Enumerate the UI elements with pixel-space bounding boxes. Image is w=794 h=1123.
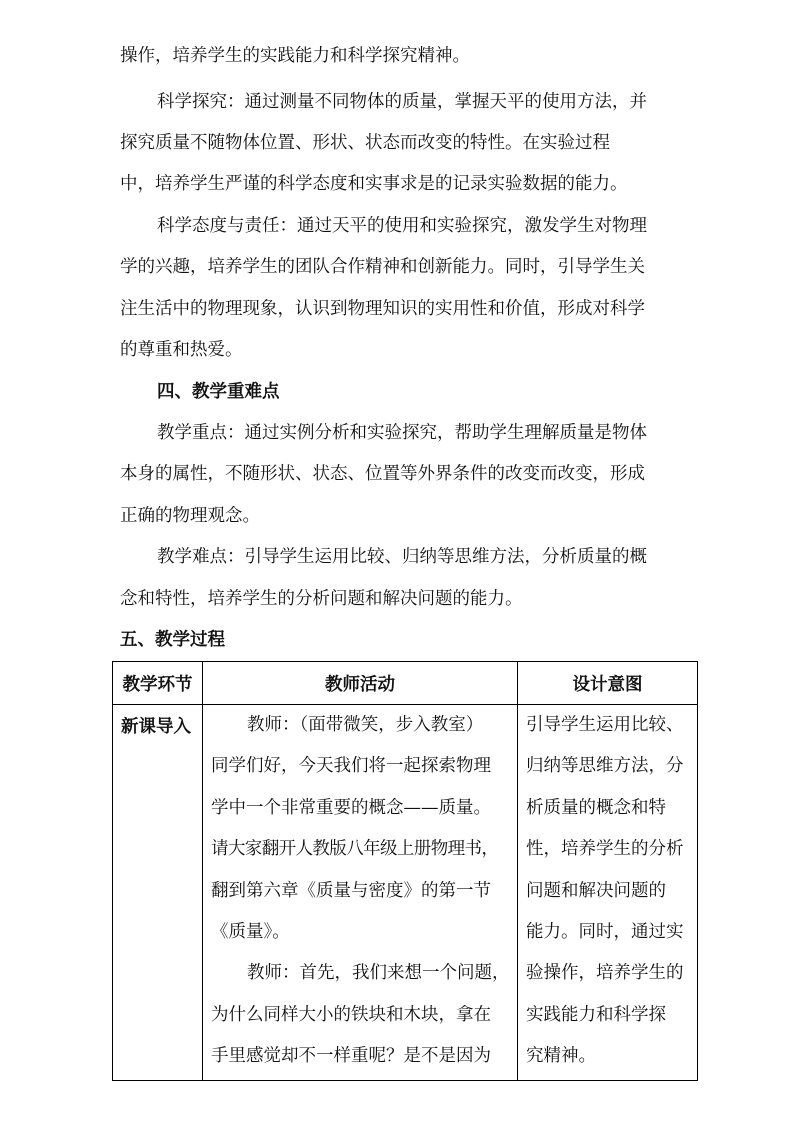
- paragraph-line: 操作，培养学生的实践能力和科学探究精神。: [120, 46, 470, 66]
- paragraph-line: 本身的属性，不随形状、状态、位置等外界条件的改变而改变，形成: [120, 464, 645, 484]
- activity-line: 手里感觉却不一样重呢？是不是因为: [211, 1046, 491, 1067]
- paragraph-line: 正确的物理观念。: [120, 506, 260, 526]
- intent-line: 究精神。: [526, 1046, 596, 1067]
- stage-cell: 新课导入: [113, 705, 203, 1081]
- section-heading: 四、教学重难点: [157, 382, 280, 402]
- table-header-row: [113, 662, 698, 705]
- intent-cell: [518, 705, 698, 1081]
- intent-line: 验操作，培养学生的: [526, 963, 684, 984]
- section-heading: 五、教学过程: [120, 630, 225, 650]
- activity-cell: [203, 705, 518, 1081]
- intent-line: 引导学生运用比较、: [526, 715, 684, 735]
- intent-line: 性，培养学生的分析: [526, 839, 684, 860]
- paragraph-line: 教学难点：引导学生运用比较、归纳等思维方法，分析质量的概: [157, 547, 647, 567]
- paragraph-line: 探究质量不随物体位置、形状、状态而改变的特性。在实验过程: [120, 133, 610, 153]
- paragraph-line: 科学探究：通过测量不同物体的质量，掌握天平的使用方法，并: [157, 92, 647, 112]
- activity-line: 同学们好，今天我们将一起探索物理: [211, 756, 491, 777]
- intent-line: 能力。同时，通过实: [526, 921, 684, 942]
- intent-line: 析质量的概念和特: [526, 797, 666, 818]
- table-row: [113, 705, 698, 1081]
- process-table: [112, 661, 698, 1081]
- paragraph-line: 中，培养学生严谨的科学态度和实事求是的记录实验数据的能力。: [120, 174, 628, 194]
- intent-line: 归纳等思维方法，分: [526, 756, 684, 777]
- paragraph-line: 的尊重和热爱。: [120, 340, 243, 360]
- activity-line: 学中一个非常重要的概念——质量。: [211, 797, 491, 818]
- table-header-activity: 教师活动: [203, 662, 518, 705]
- paragraph-line: 注生活中的物理现象，认识到物理知识的实用性和价值，形成对科学: [120, 299, 645, 319]
- intent-line: 问题和解决问题的: [526, 880, 666, 901]
- intent-line: 实践能力和科学探: [526, 1004, 666, 1025]
- activity-line: 教师：首先，我们来想一个问题，: [247, 963, 510, 984]
- table-header-stage: 教学环节: [113, 662, 203, 705]
- paragraph-line: 念和特性，培养学生的分析问题和解决问题的能力。: [120, 589, 523, 609]
- activity-line: 教师：（面带微笑，步入教室）: [247, 715, 484, 735]
- paragraph-line: 科学态度与责任：通过天平的使用和实验探究，激发学生对物理: [157, 216, 647, 236]
- activity-line: 翻到第六章《质量与密度》的第一节: [211, 880, 491, 901]
- paragraph-line: 学的兴趣，培养学生的团队合作精神和创新能力。同时，引导学生关: [120, 257, 645, 277]
- activity-line: 《质量》。: [211, 921, 290, 942]
- activity-line: 请大家翻开人教版八年级上册物理书，: [211, 839, 499, 860]
- paragraph-line: 教学重点：通过实例分析和实验探究，帮助学生理解质量是物体: [157, 423, 647, 443]
- activity-line: 为什么同样大小的铁块和木块，拿在: [211, 1004, 491, 1025]
- table-header-intent: 设计意图: [518, 662, 698, 705]
